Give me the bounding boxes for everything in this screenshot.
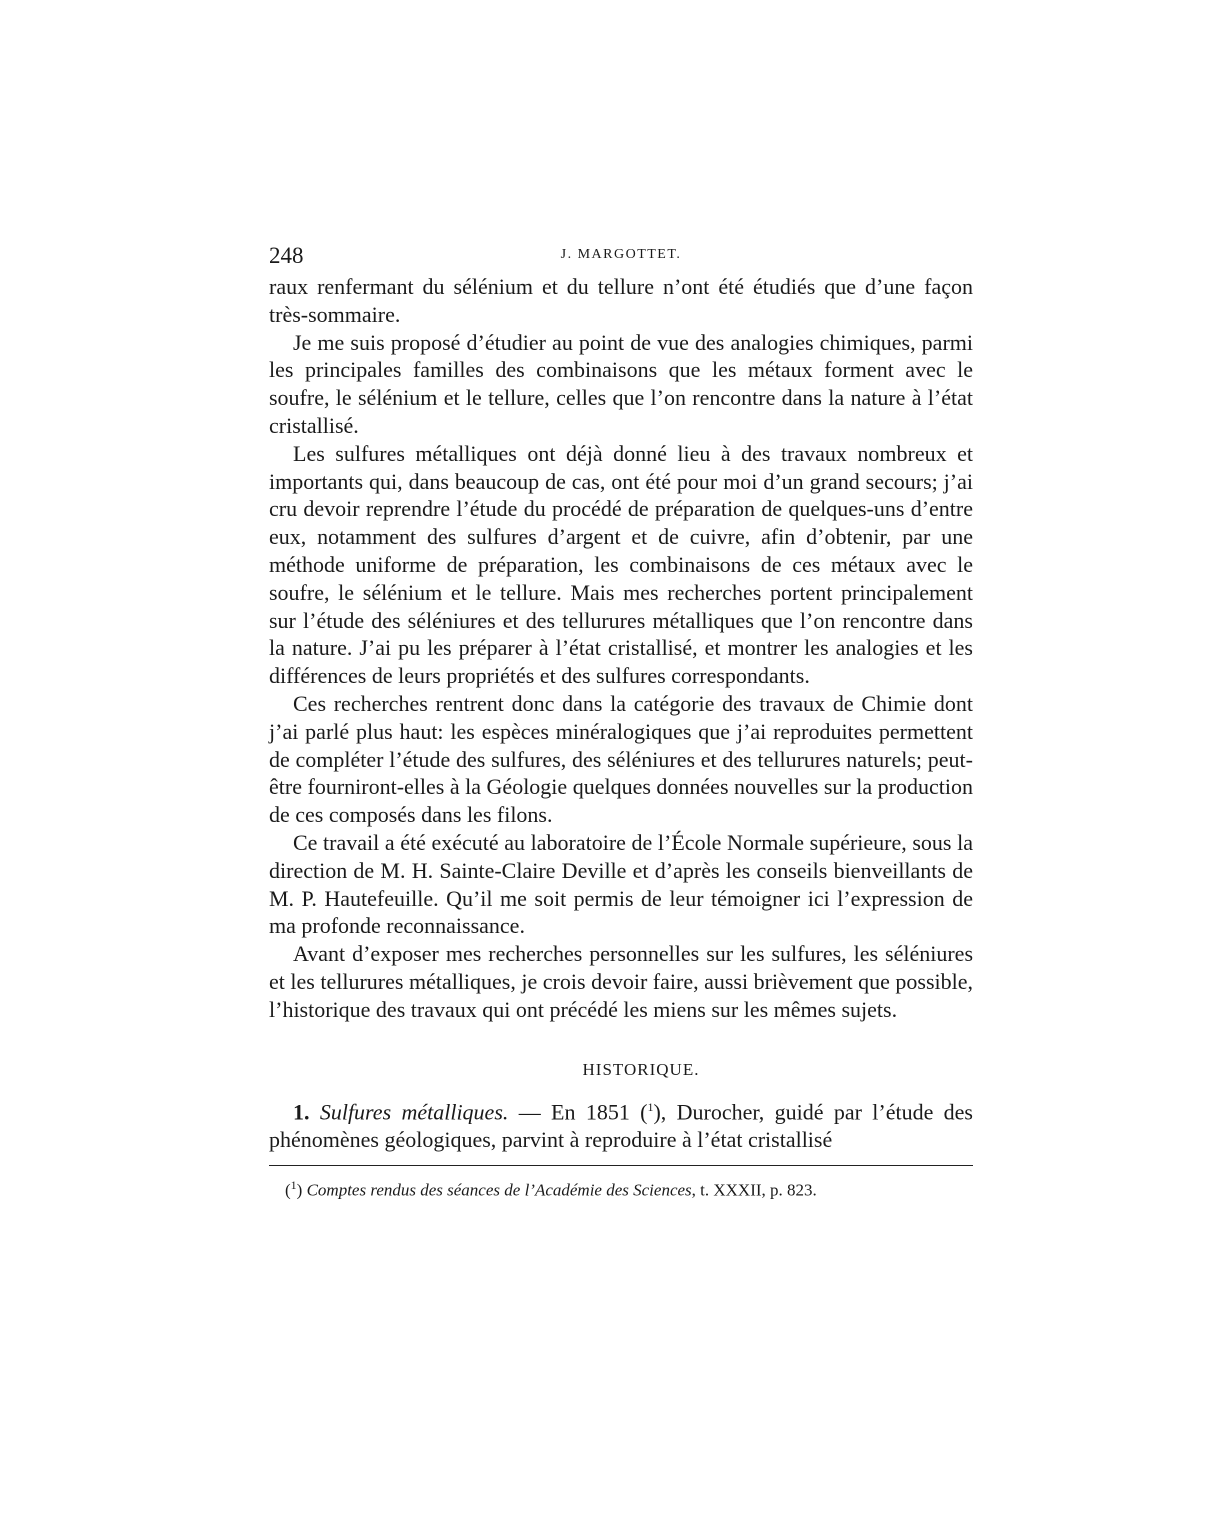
footnote-reference-text: , t. XXXII, p. 823. [691, 1181, 817, 1201]
paragraph-text: — En 1851 ( [508, 1098, 648, 1124]
paragraph: Les sulfures métalliques ont déjà donné lieu à des travaux nombreux et importants qui, dans beaucoup de cas, ont été pour moi d’un grand secours; j’ai cru devoir reprendre l’étude du procédé de préparation de quelques-uns d’entre eux, notamment des sulfures d’argent et de cuivre, afin d’obtenir, par une méthode uniforme de préparation, les combinaisons de ces métaux avec le soufre, le sélénium et le tellure. Mais mes recherches portent principalement sur l’étude des séléniures et des tellurures métalliques que l’on rencontre dans la nature. J’ai pu les préparer à l’état cristallisé, et montrer les analogies et les différences de leurs propriétés et des sulfures correspondants. [269, 440, 973, 689]
paragraph-title: Sulfures métalliques. [319, 1098, 509, 1124]
body-text [269, 273, 973, 1024]
footnote: ($^1$) Comptes rendus des séances de l’Académie des Sciences, t. XXXII, p. 823. [285, 1178, 817, 1201]
page-number: 248 [269, 243, 304, 268]
footnote-rule [269, 1165, 973, 1166]
paragraph-text: ), Durocher, guidé par l’étude des phénomènes géologiques, parvint à reproduire à l’état cristallisé [269, 1098, 973, 1152]
paragraph: Ce travail a été exécuté au laboratoire de l’École Normale supérieure, sous la direction de M. H. Sainte-Claire Deville et d’après les conseils bienveillants de M. P. Hautefeuille. Qu’il me soit permis de leur témoigner ici l’expression de ma profonde reconnaissance. [269, 829, 973, 939]
page [269, 243, 973, 1201]
numbered-paragraph [269, 1094, 973, 1154]
paragraph: Avant d’exposer mes recherches personnelles sur les sulfures, les séléniures et les tellurures métalliques, je crois devoir faire, aussi brièvement que possible, l’historique des travaux qui ont précédé les miens sur les mêmes sujets. [269, 941, 973, 1022]
section-body [269, 1094, 973, 1154]
paragraph-number: 1. [293, 1098, 310, 1124]
running-title: J. MARGOTTET. [560, 247, 682, 262]
running-head [269, 243, 973, 273]
paragraph: Je me suis proposé d’étudier au point de vue des analogies chimiques, parmi les principales familles des combinaisons que les métaux forment avec le soufre, le sélénium et le tellure, celles que l’on rencontre dans la nature à l’état cristallisé. [269, 329, 973, 438]
section-heading: HISTORIQUE. [582, 1059, 700, 1079]
paragraph-continuation: raux renfermant du sélénium et du tellure n’ont été étudiés que d’une façon très-sommaire. [269, 274, 973, 327]
footnote-marker: 1 [290, 1178, 297, 1193]
paragraph: Ces recherches rentrent donc dans la catégorie des travaux de Chimie dont j’ai parlé plus haut: les espèces minéralogiques que j’ai reproduites permettent de compléter l’étude des sulfures, des séléniures et des tellurures naturels; peut-être fourniront-elles à la Géologie quelques données nouvelles sur la production de ces composés dans les filons. [269, 690, 973, 828]
footnote-title: Comptes rendus des séances de l’Académie des Sciences [306, 1181, 692, 1201]
footnote-reference: 1 [647, 1099, 654, 1114]
